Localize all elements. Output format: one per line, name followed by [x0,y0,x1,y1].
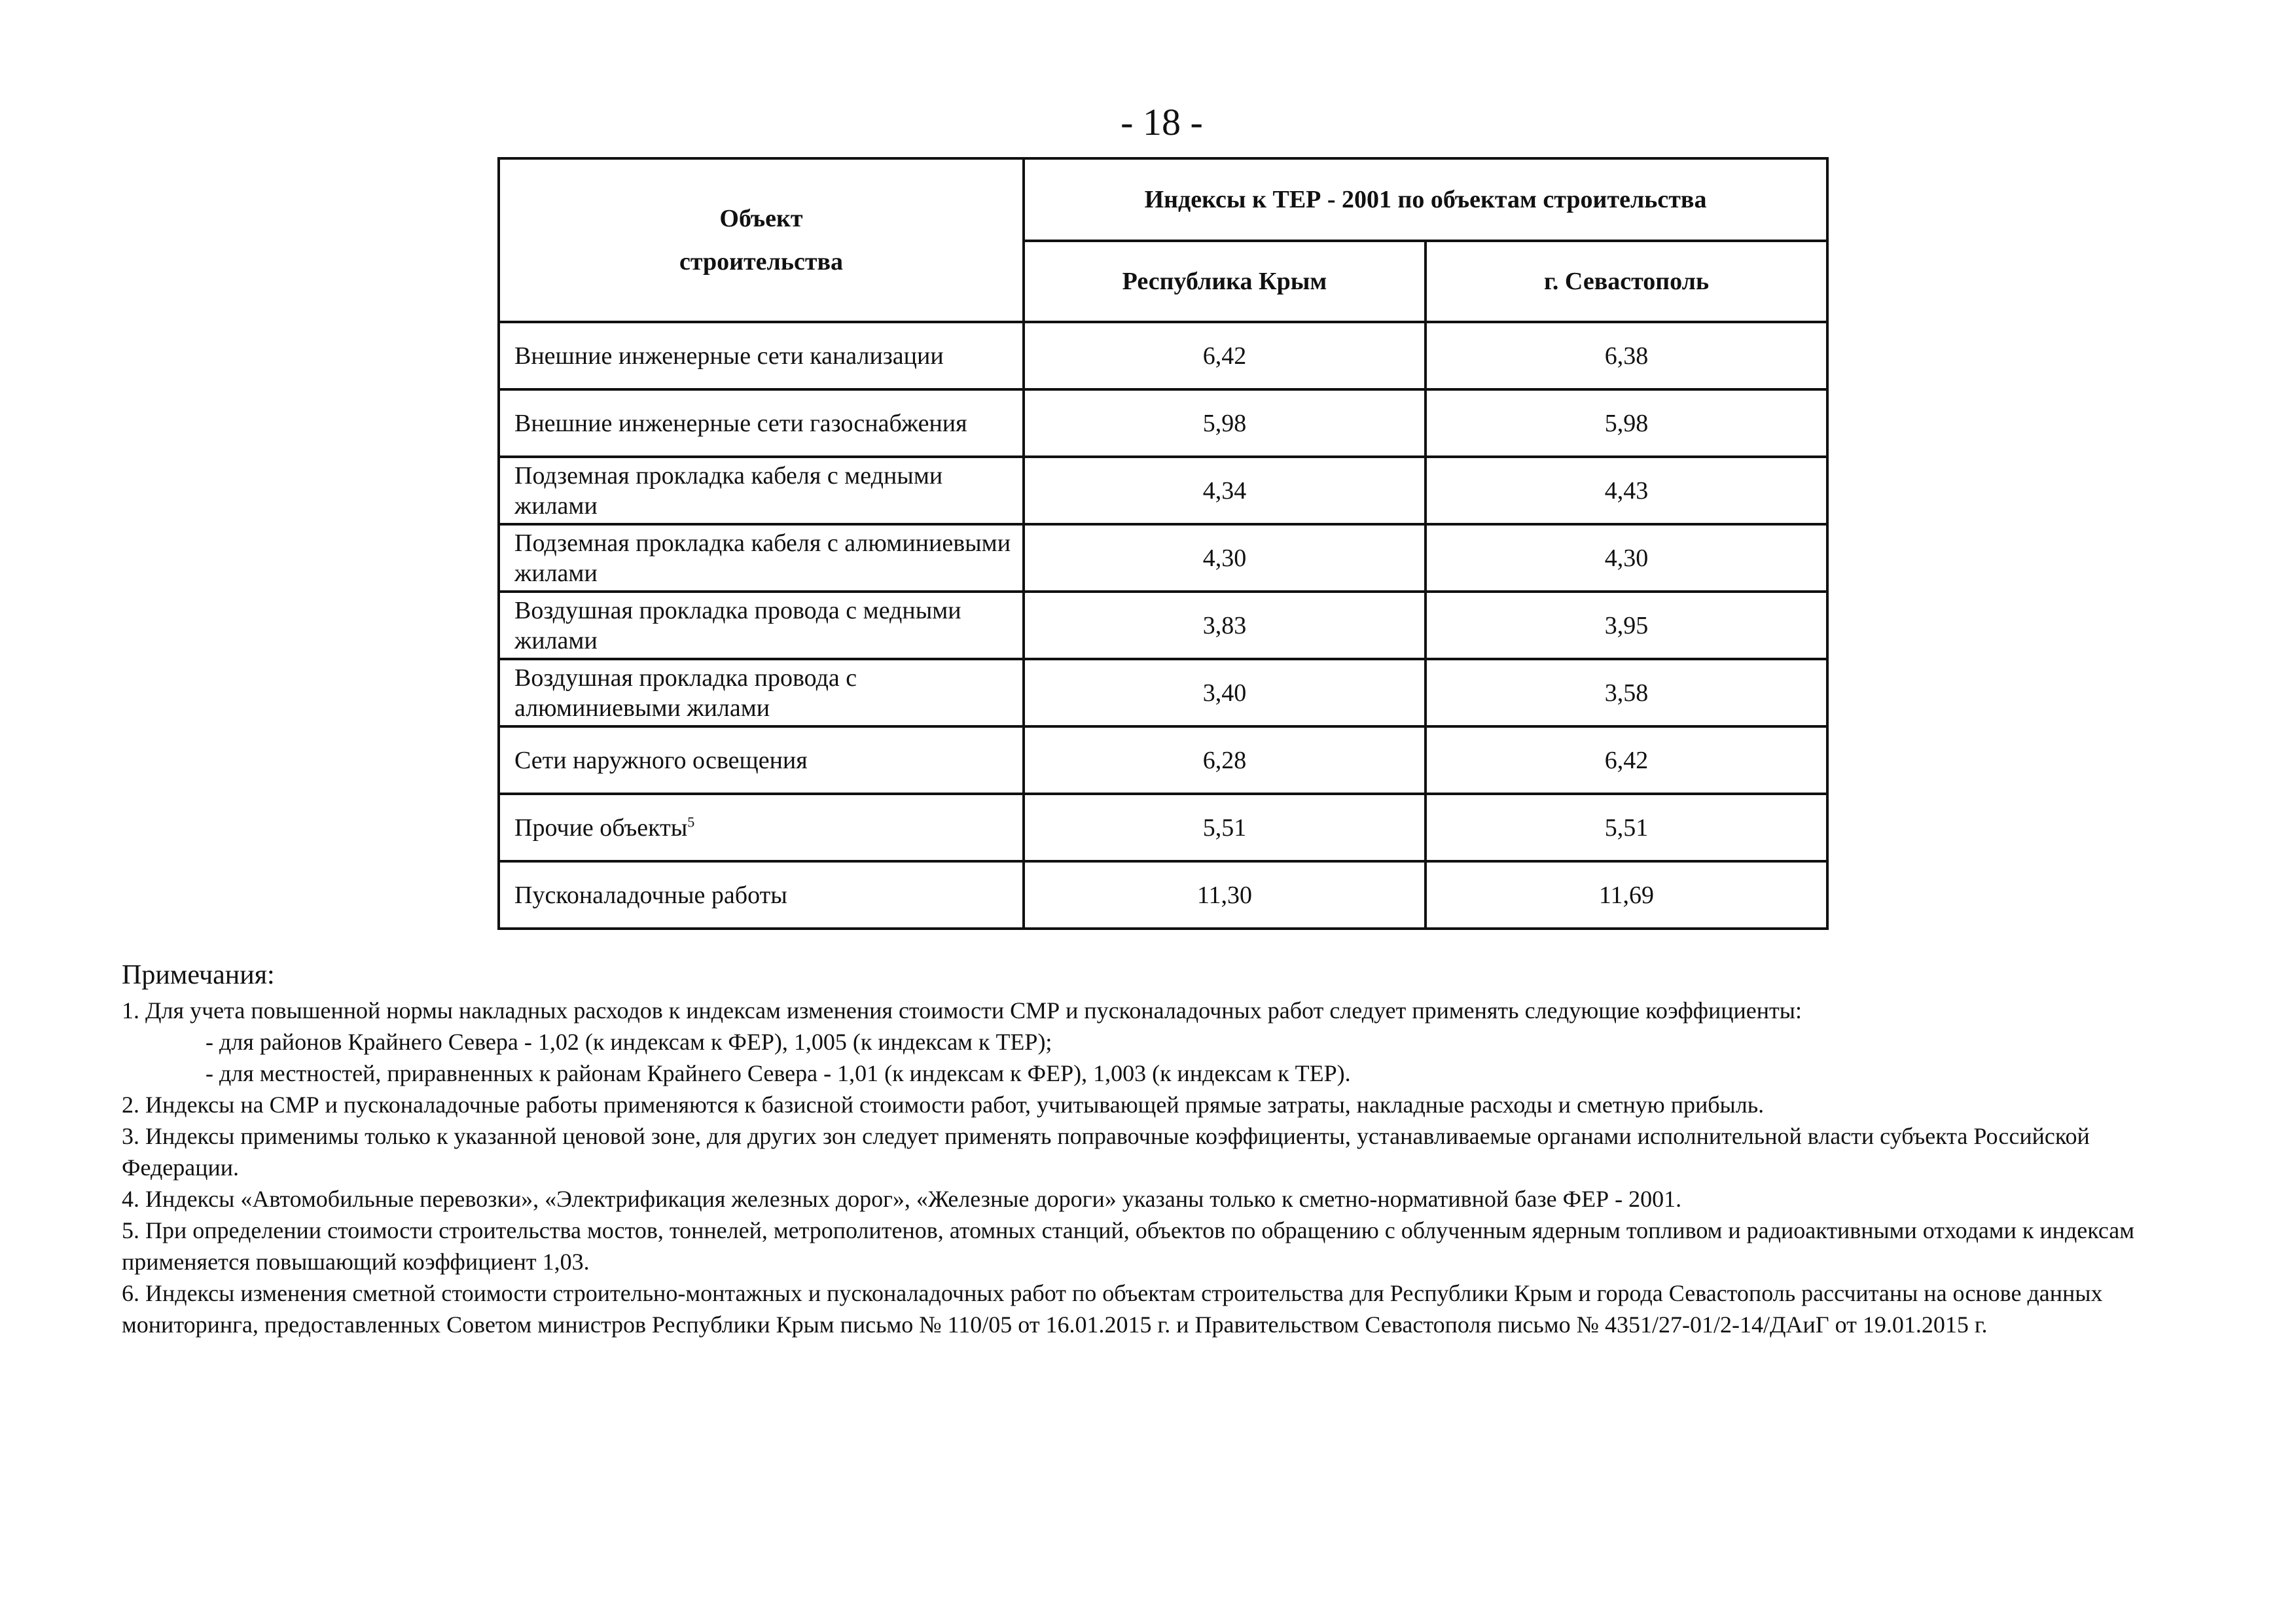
object-name: Подземная прокладка кабеля с медными жилами [514,461,943,520]
table-row [499,457,1827,524]
crimea-index-cell: 5,51 [1024,794,1426,861]
object-name: Воздушная прокладка провода с алюминиевыми жилами [514,664,857,722]
header-sevastopol: г. Севастополь [1426,241,1827,322]
header-object-label: Объект строительства [679,205,844,276]
object-cell [499,389,1024,457]
table-row [499,592,1827,659]
object-cell [499,322,1024,389]
crimea-index-cell: 4,30 [1024,524,1426,592]
object-cell [499,659,1024,726]
sevastopol-index-cell: 4,43 [1426,457,1827,524]
object-name: Воздушная прокладка провода с медными жилами [514,596,961,654]
object-cell [499,794,1024,861]
table-row [499,524,1827,592]
object-name: Прочие объекты [514,813,688,842]
header-index-group: Индексы к ТЕР - 2001 по объектам строительства [1024,158,1827,241]
note-3: 3. Индексы применимы только к указанной ценовой зоне, для других зон следует применять поправочные коэффициенты, устанавливаемые органами исполнительной власти субъекта Российской Федерации. [122,1123,2090,1181]
sevastopol-index-cell: 6,42 [1426,726,1827,794]
object-name: Внешние инженерные сети канализации [514,342,944,370]
note-1-sub-1: - для районов Крайнего Севера - 1,02 (к индексам к ФЕР), 1,005 (к индексам к ТЕР); [206,1029,1052,1055]
crimea-index-cell: 3,83 [1024,592,1426,659]
note-6: 6. Индексы изменения сметной стоимости строительно-монтажных и пусконаладочных работ по объектам строительства для Республики Крым и города Севастополь рассчитаны на основе данных мониторинга, предоставленных Советом министров Республики Крым письмо № 110/05 от 16.01.2015 г. и Правительством Севастополя письмо № 4351/27-01/2-14/ДАиГ от 19.01.2015 г. [122,1280,2103,1338]
object-name: Подземная прокладка кабеля с алюминиевыми жилами [514,529,1011,587]
note-1-sub-2: - для местностей, приравненных к районам Крайнего Севера - 1,01 (к индексам к ФЕР), 1,003 (к индексам к ТЕР). [206,1060,1351,1086]
table-row [499,861,1827,929]
notes-section [122,958,2210,1340]
object-cell [499,524,1024,592]
crimea-index-cell: 3,40 [1024,659,1426,726]
table-row [499,726,1827,794]
footnote-marker: 5 [687,813,695,830]
note-4: 4. Индексы «Автомобильные перевозки», «Электрификация железных дорог», «Железные дороги» указаны только к сметно-нормативной базе ФЕР - 2001. [122,1186,1682,1212]
table-row [499,794,1827,861]
crimea-index-cell: 6,42 [1024,322,1426,389]
header-object [499,158,1024,322]
sevastopol-index-cell: 11,69 [1426,861,1827,929]
sevastopol-index-cell: 3,95 [1426,592,1827,659]
object-cell [499,457,1024,524]
object-name: Сети наружного освещения [514,746,808,774]
sevastopol-index-cell: 5,98 [1426,389,1827,457]
sevastopol-index-cell: 6,38 [1426,322,1827,389]
object-name: Пусконаладочные работы [514,881,787,909]
crimea-index-cell: 4,34 [1024,457,1426,524]
page-number: - 18 - [1121,101,1203,143]
table-row [499,322,1827,389]
table-header-row [499,158,1827,241]
note-2: 2. Индексы на СМР и пусконаладочные работы применяются к базисной стоимости работ, учитывающей прямые затраты, накладные расходы и сметную прибыль. [122,1092,1765,1118]
object-cell [499,592,1024,659]
crimea-index-cell: 5,98 [1024,389,1426,457]
crimea-index-cell: 11,30 [1024,861,1426,929]
table-row [499,659,1827,726]
note-1: 1. Для учета повышенной нормы накладных расходов к индексам изменения стоимости СМР и пусконаладочных работ следует применять следующие коэффициенты: [122,997,1802,1024]
notes-title: Примечания: [122,960,275,990]
object-name: Внешние инженерные сети газоснабжения [514,409,967,437]
table-row [499,389,1827,457]
crimea-index-cell: 6,28 [1024,726,1426,794]
object-cell [499,726,1024,794]
table-body [499,322,1827,929]
sevastopol-index-cell: 3,58 [1426,659,1827,726]
sevastopol-index-cell: 5,51 [1426,794,1827,861]
note-5: 5. При определении стоимости строительства мостов, тоннелей, метрополитенов, атомных станций, объектов по обращению с облученным ядерным топливом и радиоактивными отходами к индексам применяется повышающий коэффициент 1,03. [122,1217,2135,1275]
construction-index-table [497,157,1829,930]
object-cell [499,861,1024,929]
header-crimea: Республика Крым [1024,241,1426,322]
sevastopol-index-cell: 4,30 [1426,524,1827,592]
